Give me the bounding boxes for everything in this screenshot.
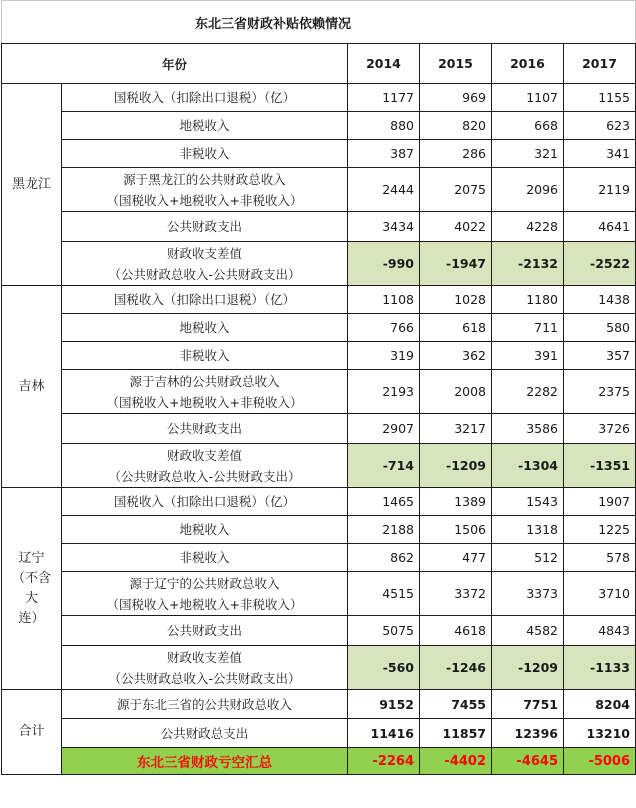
value-cell: 2188	[348, 516, 420, 544]
value-cell: 862	[348, 544, 420, 572]
region-name-line: 连）	[18, 610, 45, 626]
table-row	[2, 370, 636, 414]
row-label-line: 公共财政支出	[166, 421, 242, 436]
table-row	[2, 414, 636, 444]
row-label-line: 公共财政支出	[166, 219, 242, 234]
summary-label-cell: 东北三省财政亏空汇总	[62, 748, 348, 775]
total-value-cell: 11857	[420, 719, 492, 748]
value-cell: 969	[420, 84, 492, 112]
value-cell: 4228	[492, 212, 564, 242]
value-cell: 286	[420, 140, 492, 168]
value-cell: 766	[348, 314, 420, 342]
value-cell: 4515	[348, 572, 420, 616]
table-row	[2, 286, 636, 314]
value-cell: 1543	[492, 488, 564, 516]
total-row	[2, 719, 636, 748]
region-name-line: 辽宁	[18, 550, 45, 566]
value-cell: 5075	[348, 616, 420, 646]
table-row	[2, 140, 636, 168]
row-label-line: 国税收入（扣除出口退税）（亿）	[113, 494, 296, 509]
diff-value-cell: -1246	[420, 646, 492, 690]
diff-value-cell: -714	[348, 444, 420, 488]
value-cell: 1155	[564, 84, 636, 112]
header-year-label: 年份	[2, 44, 348, 84]
value-cell: 1225	[564, 516, 636, 544]
summary-row	[2, 748, 636, 775]
row-label-line: 地税收入	[179, 522, 230, 537]
value-cell: 1108	[348, 286, 420, 314]
table-row	[2, 572, 636, 616]
row-label-cell	[62, 370, 348, 414]
value-cell: 618	[420, 314, 492, 342]
row-label-cell	[62, 168, 348, 212]
value-cell: 1107	[492, 84, 564, 112]
region-cell	[2, 488, 62, 690]
value-cell: 512	[492, 544, 564, 572]
table-row	[2, 544, 636, 572]
diff-value-cell: -1209	[420, 444, 492, 488]
row-label-cell	[62, 616, 348, 646]
row-label-line: 国税收入（扣除出口退税）（亿）	[113, 90, 296, 105]
header-year-2014: 2014	[348, 44, 420, 84]
row-label-cell	[62, 488, 348, 516]
table-row	[2, 314, 636, 342]
diff-value-cell: -1351	[564, 444, 636, 488]
value-cell: 357	[564, 342, 636, 370]
value-cell: 4022	[420, 212, 492, 242]
header-year-2017: 2017	[564, 44, 636, 84]
value-cell: 880	[348, 112, 420, 140]
value-cell: 2444	[348, 168, 420, 212]
header-year-2016: 2016	[492, 44, 564, 84]
row-label-line: （国税收入+地税收入+非税收入）	[106, 192, 303, 208]
row-label-cell	[62, 140, 348, 168]
row-label-line: 公共财政支出	[166, 623, 242, 638]
table-row	[2, 646, 636, 690]
header-row	[2, 44, 636, 84]
value-cell: 1318	[492, 516, 564, 544]
row-label-line: 地税收入	[179, 118, 230, 133]
row-label-cell	[62, 286, 348, 314]
value-cell: 2096	[492, 168, 564, 212]
value-cell: 1180	[492, 286, 564, 314]
table-row	[2, 444, 636, 488]
row-label-line: 源于吉林的公共财政总收入	[129, 373, 280, 389]
table-title: 东北三省财政补贴依赖情况	[2, 1, 636, 44]
value-cell: 2193	[348, 370, 420, 414]
value-cell: 711	[492, 314, 564, 342]
row-label-line: 国税收入（扣除出口退税）（亿）	[113, 292, 296, 307]
value-cell: 820	[420, 112, 492, 140]
value-cell: 2282	[492, 370, 564, 414]
total-value-cell: 12396	[492, 719, 564, 748]
value-cell: 2119	[564, 168, 636, 212]
value-cell: 319	[348, 342, 420, 370]
row-label-cell	[62, 342, 348, 370]
total-label-cell: 公共财政总支出	[62, 719, 348, 748]
diff-value-cell: -1209	[492, 646, 564, 690]
value-cell: 2075	[420, 168, 492, 212]
value-cell: 1438	[564, 286, 636, 314]
row-label-cell	[62, 444, 348, 488]
value-cell: 1028	[420, 286, 492, 314]
value-cell: 4641	[564, 212, 636, 242]
value-cell: 387	[348, 140, 420, 168]
row-label-line: （公共财政总收入-公共财政支出）	[108, 670, 301, 686]
summary-value-cell: -5006	[564, 748, 636, 775]
row-label-line: 财政收支差值	[166, 245, 242, 261]
row-label-line: 非税收入	[179, 550, 230, 565]
header-year-2015: 2015	[420, 44, 492, 84]
total-value-cell: 11416	[348, 719, 420, 748]
row-label-line: 财政收支差值	[166, 447, 242, 463]
value-cell: 321	[492, 140, 564, 168]
value-cell: 391	[492, 342, 564, 370]
table-row	[2, 212, 636, 242]
diff-value-cell: -1133	[564, 646, 636, 690]
value-cell: 578	[564, 544, 636, 572]
value-cell: 341	[564, 140, 636, 168]
row-label-cell	[62, 572, 348, 616]
value-cell: 4582	[492, 616, 564, 646]
value-cell: 4618	[420, 616, 492, 646]
row-label-cell	[62, 516, 348, 544]
total-value-cell: 8204	[564, 690, 636, 719]
value-cell: 477	[420, 544, 492, 572]
value-cell: 1465	[348, 488, 420, 516]
total-value-cell: 13210	[564, 719, 636, 748]
row-label-line: 源于辽宁的公共财政总收入	[129, 575, 280, 591]
region-name-line: 吉林	[18, 378, 45, 394]
value-cell: 1177	[348, 84, 420, 112]
value-cell: 3726	[564, 414, 636, 444]
total-region-cell: 合计	[2, 690, 62, 775]
diff-value-cell: -1947	[420, 242, 492, 286]
row-label-line: 非税收入	[179, 348, 230, 363]
row-label-line: 非税收入	[179, 146, 230, 161]
row-label-line: （公共财政总收入-公共财政支出）	[108, 266, 301, 282]
value-cell: 3217	[420, 414, 492, 444]
value-cell: 2907	[348, 414, 420, 444]
diff-value-cell: -990	[348, 242, 420, 286]
value-cell: 3710	[564, 572, 636, 616]
total-value-cell: 7751	[492, 690, 564, 719]
finance-table	[1, 0, 636, 775]
total-row	[2, 690, 636, 719]
row-label-cell	[62, 414, 348, 444]
row-label-cell	[62, 314, 348, 342]
row-label-cell	[62, 242, 348, 286]
row-label-line: 源于黑龙江的公共财政总收入	[123, 171, 286, 187]
row-label-cell	[62, 212, 348, 242]
table-row	[2, 112, 636, 140]
summary-value-cell: -4645	[492, 748, 564, 775]
diff-value-cell: -2522	[564, 242, 636, 286]
diff-value-cell: -560	[348, 646, 420, 690]
value-cell: 623	[564, 112, 636, 140]
value-cell: 1506	[420, 516, 492, 544]
region-cell	[2, 84, 62, 286]
value-cell: 580	[564, 314, 636, 342]
table-row	[2, 516, 636, 544]
value-cell: 2375	[564, 370, 636, 414]
total-label-cell: 源于东北三省的公共财政总收入	[62, 690, 348, 719]
region-name-line: 黑龙江	[11, 176, 51, 192]
value-cell: 3373	[492, 572, 564, 616]
total-value-cell: 9152	[348, 690, 420, 719]
summary-value-cell: -2264	[348, 748, 420, 775]
table-row	[2, 616, 636, 646]
value-cell: 668	[492, 112, 564, 140]
table-row	[2, 84, 636, 112]
table-row	[2, 342, 636, 370]
value-cell: 3586	[492, 414, 564, 444]
value-cell: 3434	[348, 212, 420, 242]
diff-value-cell: -2132	[492, 242, 564, 286]
value-cell: 1907	[564, 488, 636, 516]
table-body	[2, 1, 636, 775]
row-label-line: 财政收支差值	[166, 649, 242, 665]
row-label-line: （公共财政总收入-公共财政支出）	[108, 468, 301, 484]
region-name-line: （不含大	[11, 570, 51, 606]
row-label-cell	[62, 646, 348, 690]
table-row	[2, 242, 636, 286]
table-row	[2, 488, 636, 516]
value-cell: 4843	[564, 616, 636, 646]
value-cell: 362	[420, 342, 492, 370]
row-label-line: （国税收入+地税收入+非税收入）	[106, 394, 303, 410]
region-cell	[2, 286, 62, 488]
total-value-cell: 7455	[420, 690, 492, 719]
row-label-line: （国税收入+地税收入+非税收入）	[106, 596, 303, 612]
row-label-line: 地税收入	[179, 320, 230, 335]
table-row	[2, 168, 636, 212]
value-cell: 1389	[420, 488, 492, 516]
row-label-cell	[62, 84, 348, 112]
diff-value-cell: -1304	[492, 444, 564, 488]
summary-value-cell: -4402	[420, 748, 492, 775]
row-label-cell	[62, 112, 348, 140]
value-cell: 2008	[420, 370, 492, 414]
value-cell: 3372	[420, 572, 492, 616]
row-label-cell	[62, 544, 348, 572]
